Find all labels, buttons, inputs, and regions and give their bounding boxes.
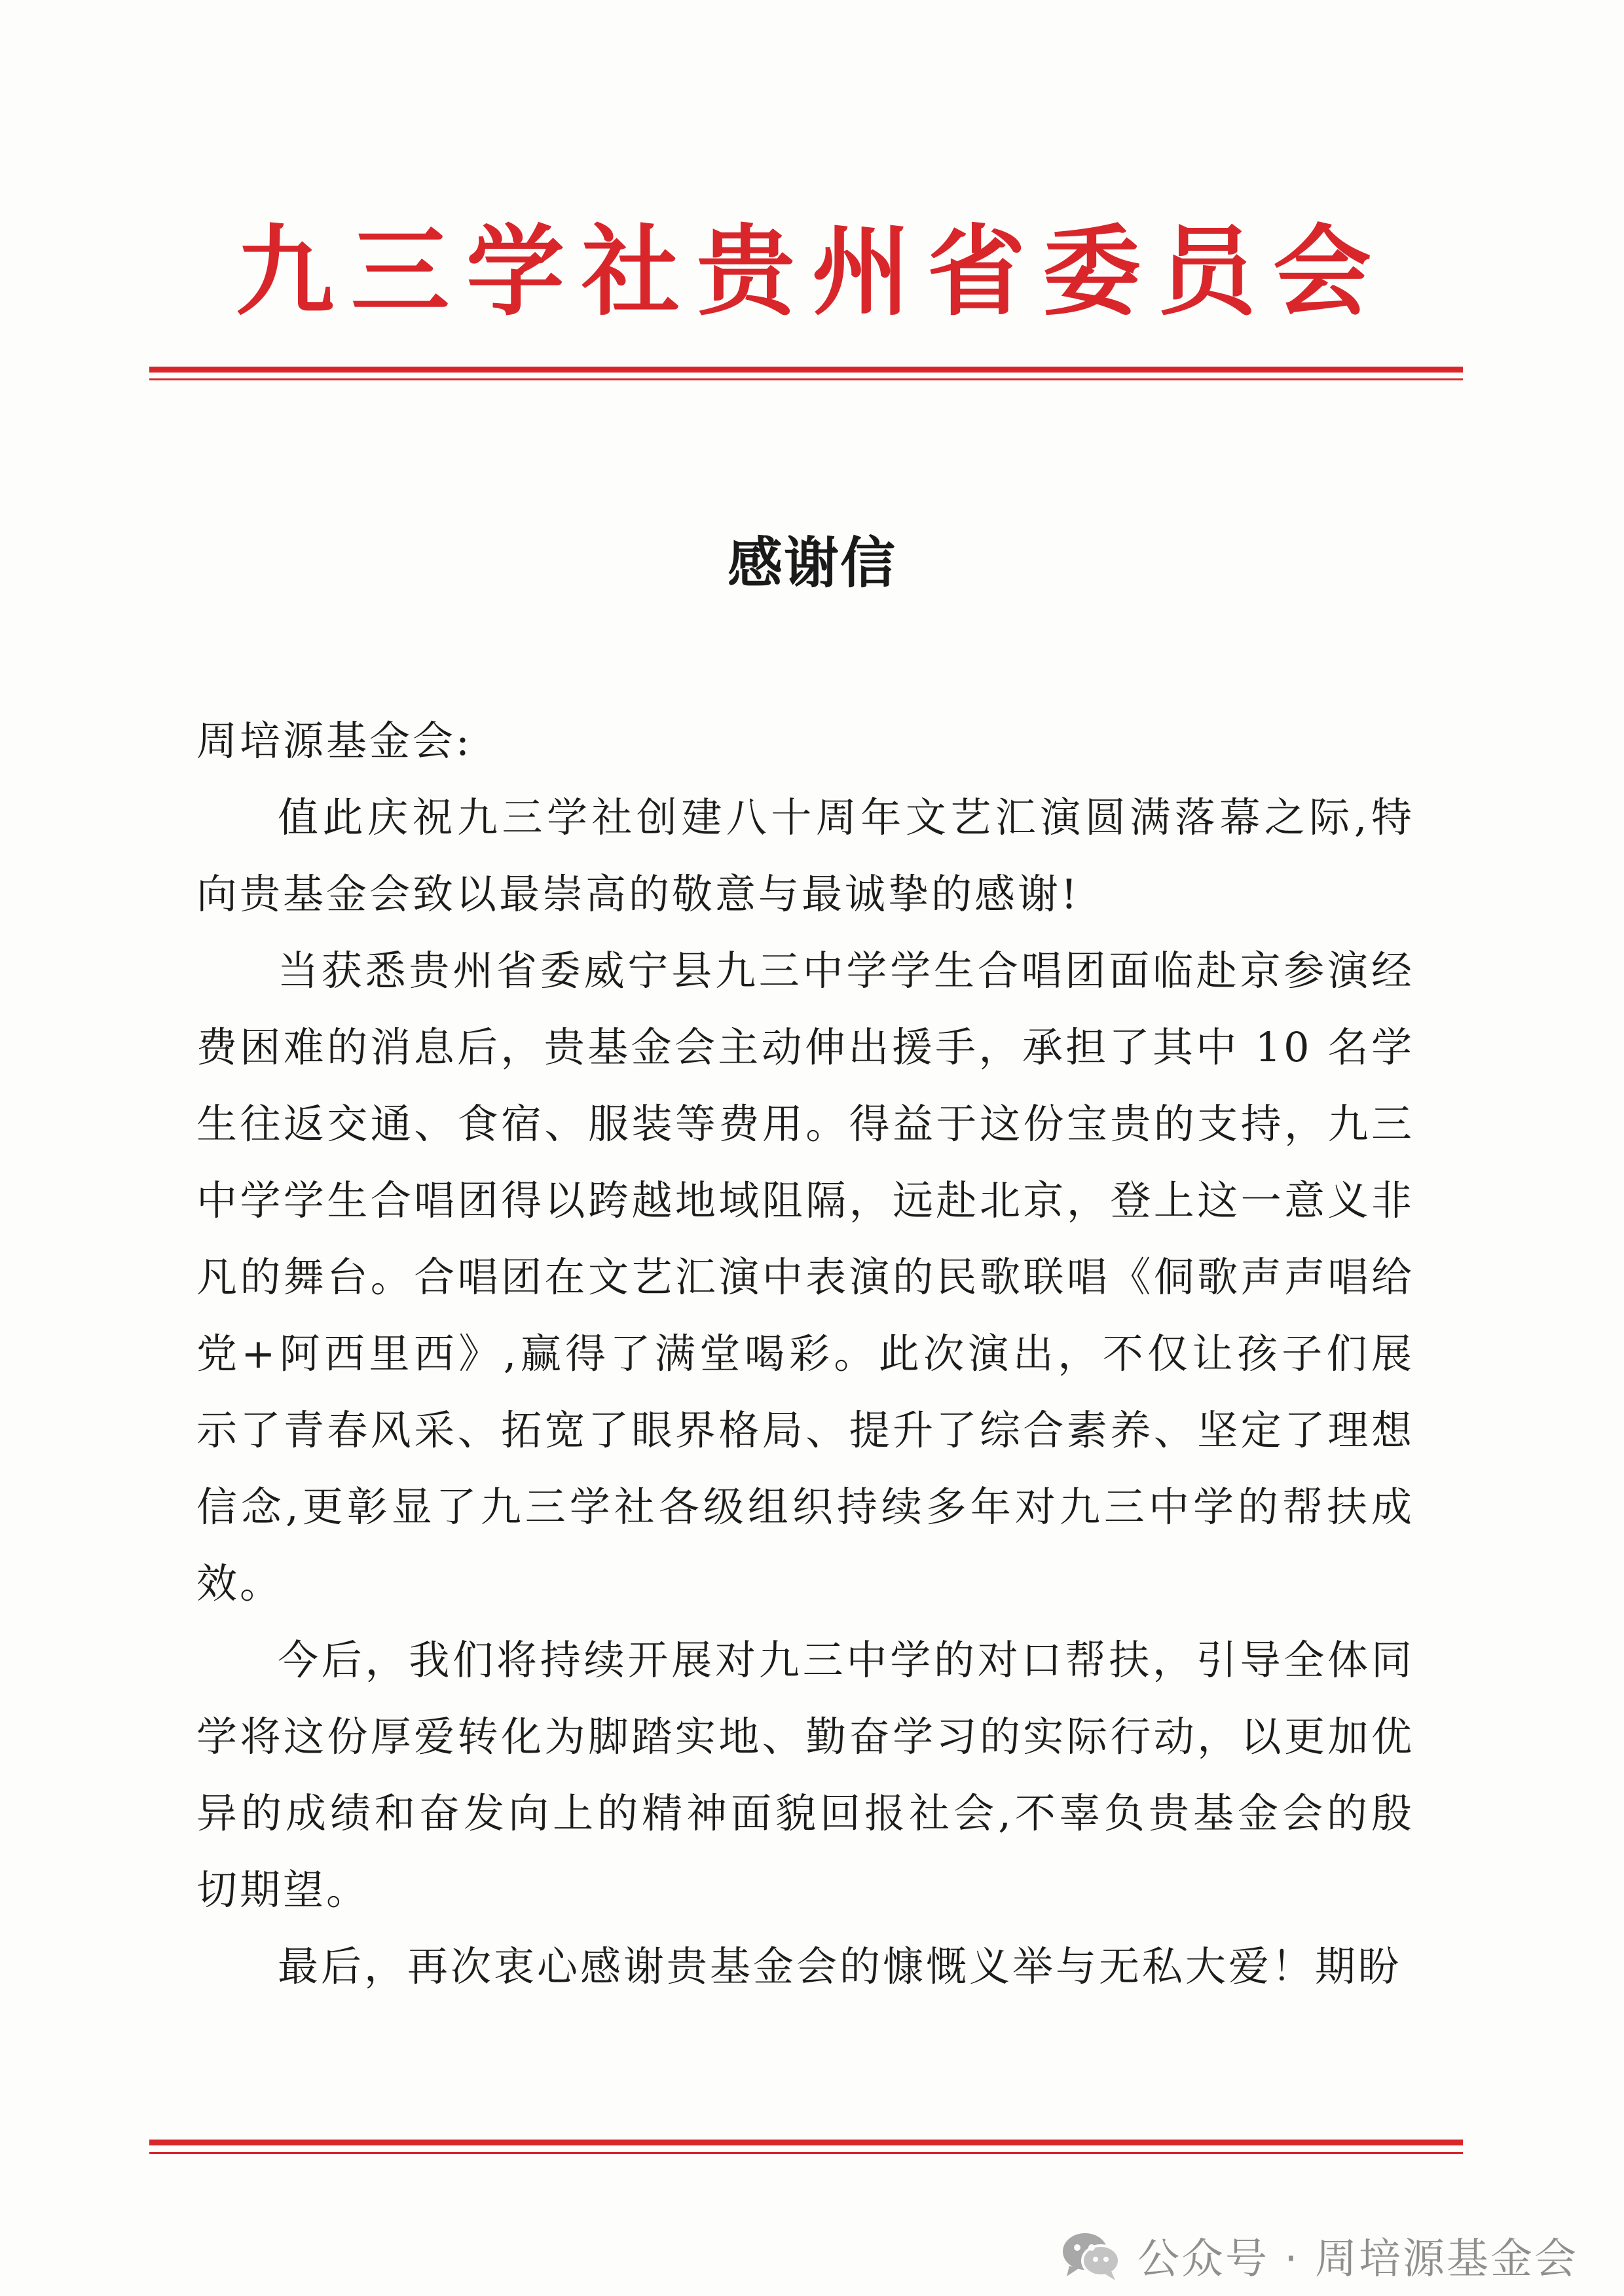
letter-paragraph-3: 今后，我们将持续开展对九三中学的对口帮扶，引导全体同学将这份厚爱转化为脚踏实地、勤奋学习的实际行动，以更加优异的成绩和奋发向上的精神面貌回报社会,不辜负贵基金会的殷切期望。 bbox=[196, 1636, 1414, 1914]
footer-rule-thin bbox=[149, 2152, 1463, 2154]
letter-paragraph-4: 最后，再次衷心感谢贵基金会的慷慨义举与无私大爱！期盼 bbox=[278, 1942, 1402, 1990]
letter-heading: 感谢信 bbox=[727, 531, 896, 595]
letter-body bbox=[196, 702, 1414, 2005]
letter-paragraph-1: 值此庆祝九三学社创建八十周年文艺汇演圆满落幕之际,特向贵基金会致以最崇高的敬意与最诚挚的感谢! bbox=[196, 793, 1414, 918]
watermark-text: 公众号 · 周培源基金会 bbox=[1137, 2235, 1578, 2284]
wechat-icon bbox=[1060, 2229, 1123, 2282]
footer-rule-thick bbox=[149, 2140, 1463, 2145]
letterhead-rule-thick bbox=[149, 367, 1463, 373]
letterhead-org-name: 九三学社贵州省委员会 bbox=[235, 214, 1388, 329]
letter-salutation: 周培源基金会: bbox=[196, 717, 472, 765]
letterhead-rule-thin bbox=[149, 378, 1463, 380]
wechat-watermark bbox=[1060, 2229, 1578, 2282]
letter-paragraph-2: 当获悉贵州省委威宁县九三中学学生合唱团面临赴京参演经费困难的消息后，贵基金会主动伸出援手，承担了其中 10 名学生往返交通、食宿、服装等费用。得益于这份宝贵的支持，九三中学学生合唱团得以跨越地域阻隔，远赴北京，登上这一意义非凡的舞台。合唱团在文艺汇演中表演的民歌联唱《侗歌声声唱给党+阿西里西》,赢得了满堂喝彩。此次演出，不仅让孩子们展示了青春风采、拓宽了眼界格局、提升了综合素养、坚定了理想信念,更彰显了九三学社各级组织持续多年对九三中学的帮扶成效。 bbox=[196, 947, 1414, 1607]
